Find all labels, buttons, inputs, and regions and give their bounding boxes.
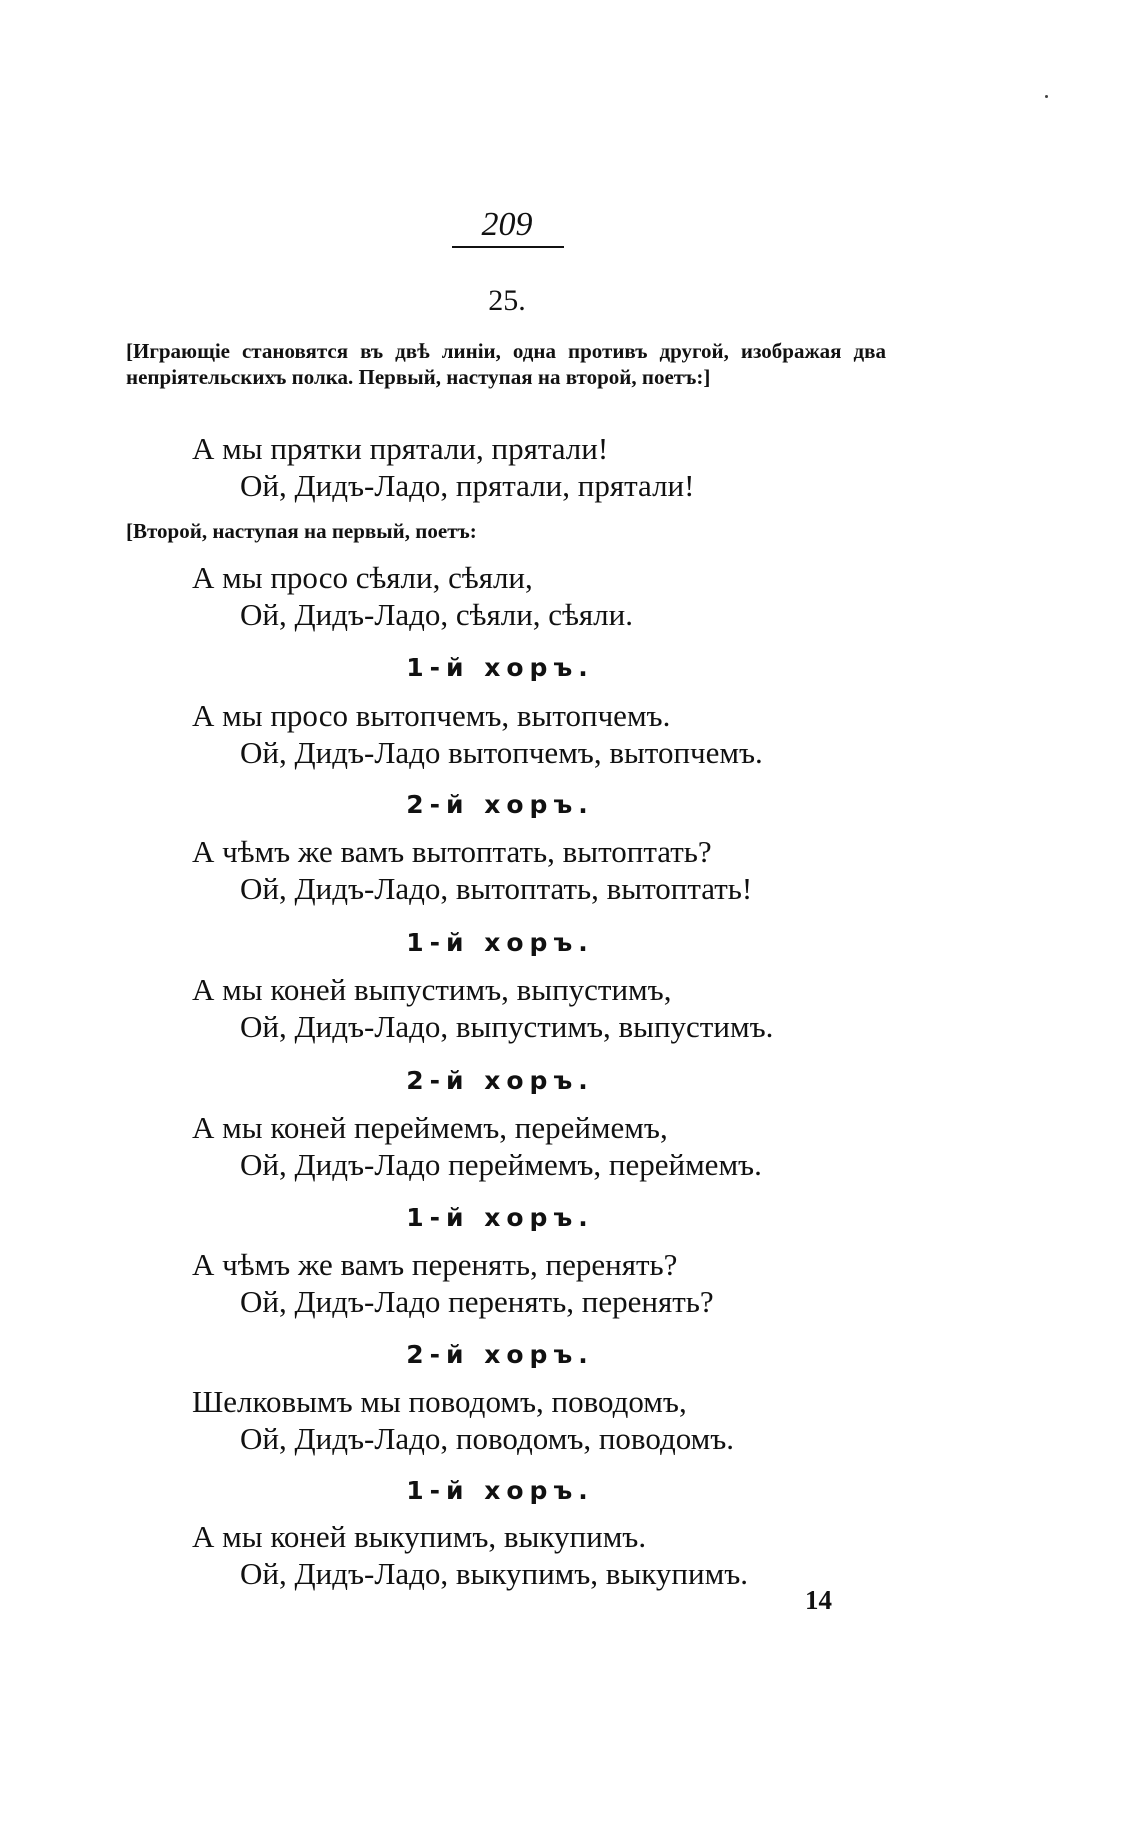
stanza-9-line-2: Ой, Дидъ-Ладо, выкупимъ, выкупимъ. [240, 1556, 748, 1591]
page-number: 209 [481, 206, 533, 243]
stanza-2-line-2: Ой, Дидъ-Ладо, сѣяли, сѣяли. [240, 597, 633, 632]
signature-mark: 14 [805, 1585, 832, 1615]
stanza-7-line-2: Ой, Дидъ-Ладо перенять, перенять? [240, 1284, 714, 1319]
stanza-4-line-2: Ой, Дидъ-Ладо, вытоптать, вытоптать! [240, 871, 753, 906]
stanza-1-line-2: Ой, Дидъ-Ладо, прятали, прятали! [240, 468, 695, 503]
stanza-8-line-1: Шелковымъ мы поводомъ, поводомъ, [192, 1384, 687, 1419]
stanza-7-line-1: А чѣмъ же вамъ перенять, перенять? [192, 1247, 678, 1282]
stage-direction-intro: [Играющіе становятся въ двѣ линіи, одна противъ другой, изображая два непріятельскихъ полка. Первый, наступая на второй, поетъ:] [126, 339, 886, 389]
choir-heading: 1-й хоръ. [406, 1476, 594, 1505]
choir-heading: 2-й хоръ. [406, 1340, 594, 1369]
stanza-9-line-1: А мы коней выкупимъ, выкупимъ. [192, 1519, 647, 1554]
choir-heading: 1-й хоръ. [406, 653, 594, 682]
print-speck [1045, 95, 1048, 98]
stanza-8-line-2: Ой, Дидъ-Ладо, поводомъ, поводомъ. [240, 1421, 735, 1456]
stanza-6-line-2: Ой, Дидъ-Ладо переймемъ, переймемъ. [240, 1147, 762, 1182]
stanza-6-line-1: А мы коней переймемъ, переймемъ, [192, 1110, 668, 1145]
stanza-3-line-1: А мы просо вытопчемъ, вытопчемъ. [192, 698, 671, 733]
choir-heading: 2-й хоръ. [406, 1066, 594, 1095]
song-number: 25. [488, 284, 526, 317]
stanza-5-line-1: А мы коней выпустимъ, выпустимъ, [192, 972, 672, 1007]
stanza-1-line-1: А мы прятки прятали, прятали! [192, 431, 609, 466]
stage-direction-second: [Второй, наступая на первый, поетъ: [126, 519, 477, 543]
stanza-4-line-1: А чѣмъ же вамъ вытоптать, вытоптать? [192, 834, 712, 869]
stanza-3-line-2: Ой, Дидъ-Ладо вытопчемъ, вытопчемъ. [240, 735, 763, 770]
page-number-rule [452, 246, 564, 248]
choir-heading: 1-й хоръ. [406, 928, 594, 957]
stanza-2-line-1: А мы просо сѣяли, сѣяли, [192, 560, 533, 595]
choir-heading: 2-й хоръ. [406, 790, 594, 819]
choir-heading: 1-й хоръ. [406, 1203, 594, 1232]
stanza-5-line-2: Ой, Дидъ-Ладо, выпустимъ, выпустимъ. [240, 1009, 774, 1044]
